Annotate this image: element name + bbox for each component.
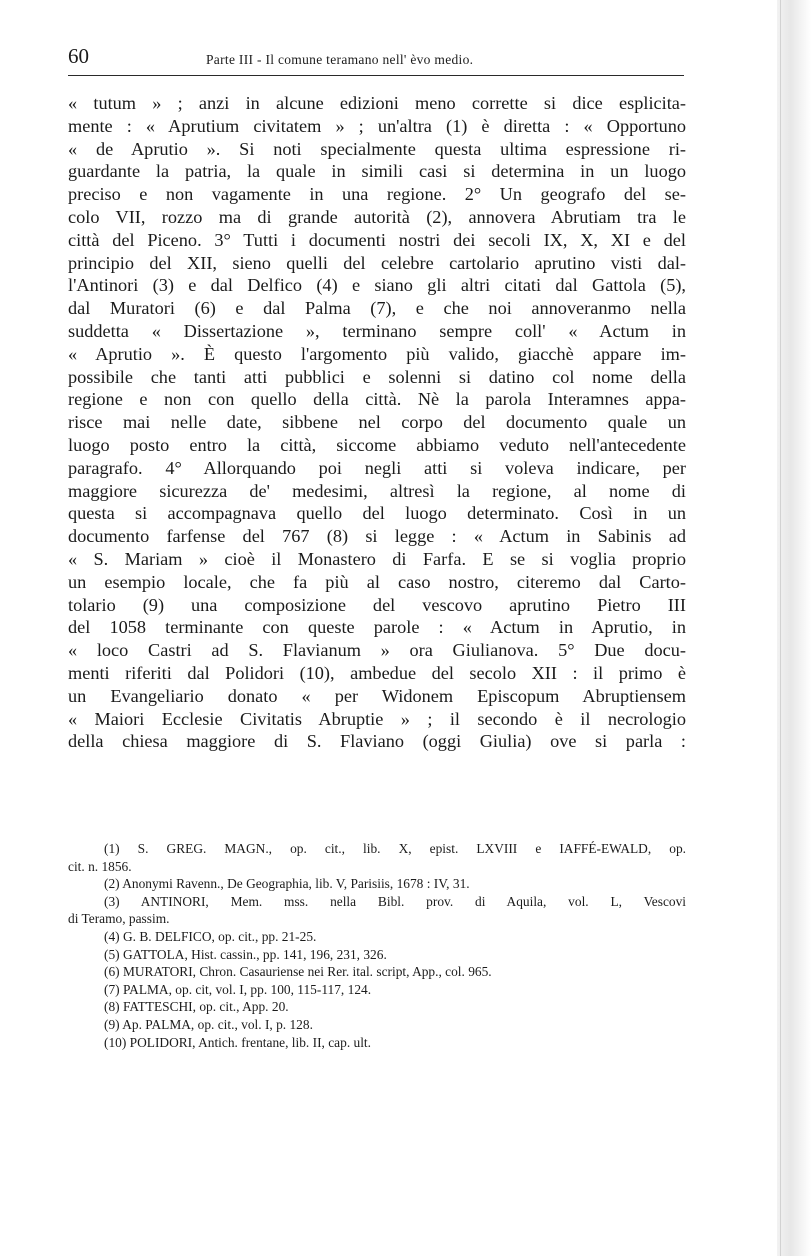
body-line: mente : « Aprutium civitatem » ; un'altra (1) è diretta : « Opportuno: [68, 115, 686, 136]
body-line: paragrafo. 4° Allorquando poi negli atti si voleva indicare, per: [68, 457, 686, 478]
body-line: un Evangeliario donato « per Widonem Episcopum Abruptiensem: [68, 685, 686, 706]
body-line: « S. Mariam » cioè il Monastero di Farfa. E se si voglia proprio: [68, 548, 686, 569]
footnote-9: (9) Ap. PALMA, op. cit., vol. I, p. 128.: [104, 1016, 313, 1032]
body-line: del 1058 terminante con queste parole : « Actum in Aprutio, in: [68, 617, 686, 638]
body-line: « Aprutio ». È questo l'argomento più valido, giacchè appare im-: [68, 343, 686, 364]
footnote-1: (1) S. GREG. MAGN., op. cit., lib. X, epist. LXVIII e IAFFÉ-EWALD, op.: [104, 841, 686, 856]
footnote-10: (10) POLIDORI, Antich. frentane, lib. II, cap. ult.: [104, 1034, 372, 1050]
body-line: possibile che tanti atti pubblici e solenni si datino col nome della: [68, 366, 686, 387]
body-line: dal Muratori (6) e dal Palma (7), e che noi annoveranmo nella: [68, 298, 686, 319]
running-head: Parte III - Il comune teramano nell' èvo medio.: [206, 52, 474, 67]
footnote-8: (8) FATTESCHI, op. cit., App. 20.: [104, 999, 289, 1015]
body-line: maggiore sicurezza de' medesimi, altresì la regione, al nome di: [68, 480, 686, 501]
body-line: tolario (9) una composizione del vescovo aprutino Pietro III: [68, 594, 686, 615]
footnotes: [68, 840, 686, 1051]
body-line: guardante la patria, la quale in simili casi si determina in un luogo: [68, 161, 686, 182]
body-line: « Maiori Ecclesie Civitatis Abruptie » ; il secondo è il necrologio: [68, 708, 686, 729]
footnote-3: (3) ANTINORI, Mem. mss. nella Bibl. prov. di Aquila, vol. L, Vescovi: [104, 893, 686, 909]
body-line: città del Piceno. 3° Tutti i documenti nostri dei secoli IX, X, XI e del: [68, 229, 686, 250]
body-line: « de Aprutio ». Si noti specialmente questa ultima espressione ri-: [68, 138, 686, 159]
body-line: luogo posto entro la città, siccome abbiamo veduto nell'antecedente: [68, 434, 686, 455]
body-line: menti riferiti dal Polidori (10), ambedue del secolo XII : il primo è: [68, 662, 686, 683]
page-number: 60: [68, 44, 89, 68]
body-line: suddetta « Dissertazione », terminano sempre coll' « Actum in: [68, 320, 686, 341]
page-edge-shadow: [777, 0, 811, 1256]
body-line: l'Antinori (3) e dal Delfico (4) e siano gli altri citati dal Gattola (5),: [68, 275, 686, 296]
footnote-6: (6) MURATORI, Chron. Casauriense nei Rer. ital. script, App., col. 965.: [104, 964, 492, 980]
body-line: questa si accompagnava quello del luogo determinato. Così in un: [68, 503, 686, 524]
header-rule: [68, 75, 684, 76]
body-line: risce mai nelle date, sibbene nel corpo del documento quale un: [68, 412, 686, 433]
footnote-4: (4) G. B. DELFICO, op. cit., pp. 21-25.: [104, 928, 317, 944]
page-header: [68, 44, 684, 76]
body-line: regione e non con quello della città. Nè la parola Interamnes appa-: [68, 389, 686, 410]
body-line: documento farfense del 767 (8) si legge : « Actum in Sabinis ad: [68, 526, 686, 547]
body-line: principio del XII, sieno quelli del celebre cartolario aprutino visti dal-: [68, 252, 686, 273]
footnote-3-cont: di Teramo, passim.: [68, 911, 170, 927]
footnote-5: (5) GATTOLA, Hist. cassin., pp. 141, 196, 231, 326.: [104, 946, 387, 962]
body-line: della chiesa maggiore di S. Flaviano (oggi Giulia) ove si parla :: [68, 731, 686, 752]
body-line: « tutum » ; anzi in alcune edizioni meno corrette si dice esplicita-: [68, 93, 686, 113]
footnote-7: (7) PALMA, op. cit, vol. I, pp. 100, 115-117, 124.: [104, 981, 372, 997]
page-gutter-line: [780, 0, 781, 1256]
footnote-1-cont: cit. n. 1856.: [68, 858, 132, 874]
body-line: « loco Castri ad S. Flavianum » ora Giulianova. 5° Due docu-: [68, 640, 686, 661]
footnote-2: (2) Anonymi Ravenn., De Geographia, lib. V, Parisiis, 1678 : IV, 31.: [104, 876, 470, 892]
body-text: [68, 92, 686, 753]
body-line: colo VII, rozzo ma di grande autorità (2), annovera Abrutiam tra le: [68, 206, 686, 227]
body-line: preciso e non vagamente in una regione. 2° Un geografo del se-: [68, 184, 686, 205]
body-line: un esempio locale, che fa più al caso nostro, citeremo dal Carto-: [68, 571, 686, 592]
